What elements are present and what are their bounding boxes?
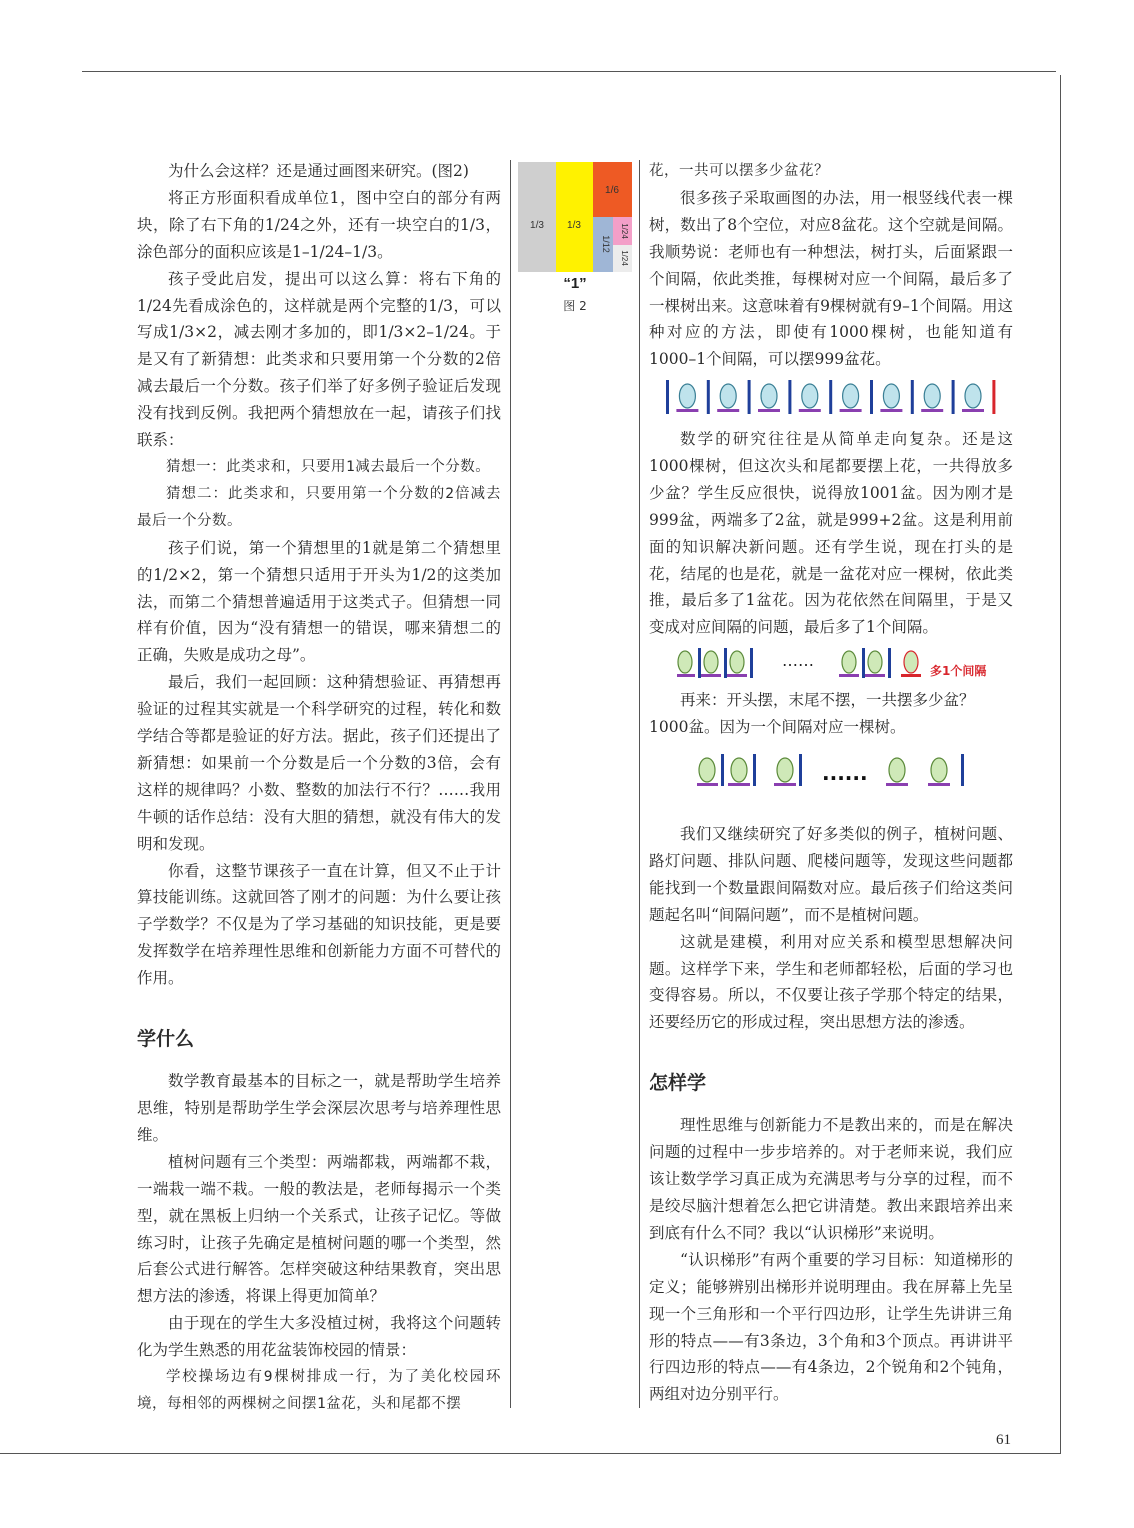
flower-pot bbox=[843, 384, 859, 408]
flower-base bbox=[799, 409, 821, 412]
flower-pot bbox=[678, 651, 692, 673]
page-number: 61 bbox=[996, 1432, 1011, 1448]
tree-line bbox=[952, 380, 955, 414]
flower-base bbox=[886, 783, 908, 786]
paragraph: 最后，我们一起回顾：这种猜想验证、再猜想再验证的过程其实就是一个科学研究的过程，转化和数学结合等都是验证的好方法。据此，孩子们还提出了新猜想：如果前一个分数是后一个分数的3倍，会有这样的规律吗？小数、整数的加法行不行？……我用牛顿的话作总结：没有大胆的猜想，就没有伟大的发明和发现。 bbox=[137, 673, 501, 853]
right-column-top bbox=[649, 158, 1013, 373]
flower-pot bbox=[777, 758, 793, 782]
paragraph: 我们又继续研究了好多类似的例子，植树问题、路灯问题、排队问题、爬楼问题等，发现这些问题都能找到一个数量跟间隔数对应。最后孩子们给这类问题起名叫“间隔问题”，而不是植树问题。 bbox=[649, 825, 1013, 924]
flower-base bbox=[697, 783, 718, 786]
tree-line bbox=[829, 380, 832, 414]
flower-pot bbox=[802, 384, 818, 408]
flower-base bbox=[701, 674, 721, 677]
paragraph: 数学的研究往往是从简单走向复杂。还是这1000棵树，但这次头和尾都要摆上花，一共得放多少盆？学生反应很快，说得放1001盆。因为刚才是999盆，两端多了2盆，就是999+2盆。这是利用前面的知识解决新问题。还有学生说，现在打头的是花，结尾的也是花，就是一盆花对应一棵树，依此类推，最后多了1盆花。因为花依然在间隔里，于是又变成对应间隔的问题，最后多了1个间隔。 bbox=[649, 430, 1013, 637]
tree-line bbox=[961, 754, 964, 786]
ellipsis: …… bbox=[782, 651, 814, 670]
paragraph: 将正方形面积看成单位1，图中空白的部分有两块，除了右下角的1/24之外，还有一块空白的1/3，涂色部分的面积应该是1–1/24–1/3。 bbox=[137, 188, 501, 261]
figure-2-square-diagram bbox=[518, 162, 632, 312]
paragraph: 1000盆。因为一个间隔对应一棵树。 bbox=[649, 717, 906, 736]
flower-base bbox=[758, 409, 780, 412]
cell-label: 1/3 bbox=[530, 220, 544, 231]
flower-pot bbox=[842, 651, 856, 673]
tree-flower-diagram-3 bbox=[697, 750, 987, 790]
paragraph: “认识梯形”有两个重要的学习目标：知道梯形的定义；能够辨别出梯形并说明理由。我在屏幕上先呈现一个三角形和一个平行四边形，让学生先讲讲三角形的特点——有3条边，3个角和3个顶点。再讲讲平行四边形的特点——有4条边，2个锐角和2个钝角，两组对边分别平行。 bbox=[649, 1250, 1013, 1404]
tree-line bbox=[788, 380, 791, 414]
ellipsis: ...... bbox=[822, 761, 868, 785]
cell-label: 1/6 bbox=[605, 185, 619, 196]
flower-base bbox=[774, 783, 796, 786]
flower-base bbox=[676, 409, 698, 412]
flower-pot bbox=[868, 651, 882, 673]
tree-flower-diagram-2 bbox=[677, 646, 1007, 682]
conjecture-one: 猜想一：此类求和，只要用1减去最后一个分数。 bbox=[166, 458, 491, 475]
cell-label: 1/24 bbox=[620, 250, 629, 266]
paragraph: 由于现在的学生大多没植过树，我将这个问题转化为学生熟悉的用花盆装饰校园的情景： bbox=[137, 1314, 501, 1360]
paragraph: 理性思维与创新能力不是教出来的，而是在解决问题的过程中一步步培养的。对于老师来说，我们应该让数学学习真正成为充满思考与分享的过程，而不是绞尽脑汁想着怎么把它讲清楚。教出来跟培养出来到底有什么不同？我以“认识梯形”来说明。 bbox=[649, 1116, 1013, 1242]
cell-1-3-gray bbox=[518, 162, 556, 272]
flower-base bbox=[928, 783, 950, 786]
conjecture-two: 猜想二：此类求和，只要用第一个分数的2倍减去最后一个分数。 bbox=[137, 485, 501, 529]
flower-pot bbox=[924, 384, 940, 408]
tree-line bbox=[911, 380, 914, 414]
tree-line bbox=[724, 648, 727, 678]
tree-line bbox=[707, 380, 710, 414]
tree-line bbox=[888, 648, 891, 678]
tree-line bbox=[992, 380, 995, 414]
cell-1-3-yellow bbox=[556, 162, 593, 272]
left-column bbox=[137, 158, 501, 1418]
flower-pot bbox=[699, 758, 715, 782]
right-frame-line bbox=[1060, 75, 1061, 1453]
problem-statement: 学校操场边有9棵树排成一行，为了美化校园环境，每相邻的两棵树之间摆1盆花，头和尾都不摆 bbox=[137, 1369, 501, 1412]
tree-line bbox=[862, 648, 865, 678]
paragraph: 很多孩子采取画图的办法，用一根竖线代表一棵树，数出了8个空位，对应8盆花。这个空就是间隔。我顺势说：老师也有一种想法，树打头，后面紧跟一个间隔，依此类推，每棵树对应一个间隔，最后多了一棵树出来。这意味着有9棵树就有9–1个间隔。用这种对应的方法，即使有1000棵树，也能知道有1000–1个间隔，可以摆999盆花。 bbox=[649, 188, 1013, 369]
paragraph: 为什么会这样？还是通过画图来研究。(图2) bbox=[168, 162, 469, 180]
tree-line bbox=[666, 380, 669, 414]
cell-label: 1/3 bbox=[567, 220, 581, 231]
cell-label: 1/12 bbox=[601, 235, 611, 253]
flower-pot bbox=[965, 384, 981, 408]
flower-pot bbox=[720, 384, 736, 408]
tree-line bbox=[698, 648, 701, 678]
extra-interval-note: 多1个间隔 bbox=[930, 664, 987, 678]
right-column-bottom bbox=[649, 821, 1013, 1408]
right-column-mid2 bbox=[649, 687, 1013, 741]
unit-label: “1” bbox=[563, 275, 587, 292]
tree-line bbox=[870, 380, 873, 414]
flower-base bbox=[865, 674, 885, 677]
flower-pot bbox=[904, 651, 918, 673]
problem-statement-cont: 花，一共可以摆多少盆花？ bbox=[649, 163, 829, 179]
section-heading-how: 怎样学 bbox=[649, 1072, 707, 1095]
flower-base bbox=[839, 674, 859, 677]
flower-pot bbox=[889, 758, 905, 782]
flower-base bbox=[921, 409, 943, 412]
tree-flower-diagram-1 bbox=[664, 378, 1004, 418]
flower-base bbox=[840, 409, 862, 412]
column-divider-left bbox=[510, 160, 511, 1408]
paragraph: 再来：开头摆，末尾不摆，一共摆多少盆？ bbox=[680, 691, 975, 709]
flower-pot bbox=[731, 758, 747, 782]
paragraph: 孩子受此启发，提出可以这么算：将右下角的1/24先看成涂色的，这样就是两个完整的1/3，可以写成1/3×2，减去刚才多加的，即1/3×2–1/24。于是又有了新猜想：此类求和只要用第一个分数的2倍减去最后一个分数。孩子们举了好多例子验证后发现没有找到反例。我把两个猜想放在一起，请孩子们找联系： bbox=[137, 269, 501, 450]
tree-line bbox=[753, 754, 756, 786]
cell-label: 1/24 bbox=[620, 223, 629, 239]
paragraph: 数学教育最基本的目标之一，就是帮助学生培养思维，特别是帮助学生学会深层次思考与培养理性思维。 bbox=[137, 1072, 501, 1144]
flower-base bbox=[880, 409, 902, 412]
section-heading-what: 学什么 bbox=[137, 1028, 195, 1051]
right-column-mid bbox=[649, 426, 1013, 641]
flower-pot bbox=[704, 651, 718, 673]
tree-line bbox=[750, 648, 753, 678]
tree-line bbox=[721, 754, 724, 786]
tree-line bbox=[799, 754, 802, 786]
paragraph: 你看，这整节课孩子一直在计算，但又不止于计算技能训练。这就回答了刚才的问题：为什么要让孩子学数学？不仅是为了学习基础的知识技能，更是要发挥数学在培养理性思维和创新能力方面不可替代的作用。 bbox=[137, 861, 501, 988]
flower-base bbox=[728, 783, 750, 786]
flower-pot bbox=[931, 758, 947, 782]
bottom-rule bbox=[0, 1453, 1061, 1454]
tree-line bbox=[748, 380, 751, 414]
figure-caption: 图 2 bbox=[563, 299, 587, 312]
flower-base bbox=[901, 674, 921, 677]
top-rule bbox=[82, 71, 1056, 72]
flower-base bbox=[962, 409, 984, 412]
flower-pot bbox=[761, 384, 777, 408]
paragraph: 这就是建模，利用对应关系和模型思想解决问题。这样学下来，学生和老师都轻松，后面的学习也变得容易。所以，不仅要让孩子学那个特定的结果，还要经历它的形成过程，突出思想方法的渗透。 bbox=[649, 932, 1013, 1032]
flower-base bbox=[677, 674, 695, 677]
paragraph: 植树问题有三个类型：两端都栽，两端都不栽，一端栽一端不栽。一般的教法是，老师每揭示一个类型，就在黑板上归纳一个关系式，让孩子记忆。等做练习时，让孩子先确定是植树问题的哪一个类型，然后套公式进行解答。怎样突破这种结果教育，突出思想方法的渗透，将课上得更加简单？ bbox=[137, 1152, 501, 1306]
flower-pot bbox=[679, 384, 695, 408]
paragraph: 孩子们说，第一个猜想里的1就是第二个猜想里的1/2×2，第一个猜想只适用于开头为1/2的这类加法，而第二个猜想普遍适用于这类式子。但猜想一同样有价值，因为“没有猜想一的错误，哪来猜想二的正确，失败是成功之母”。 bbox=[137, 538, 501, 665]
flower-base bbox=[727, 674, 747, 677]
flower-pot bbox=[730, 651, 744, 673]
column-divider-right bbox=[639, 160, 640, 1408]
flower-pot bbox=[883, 384, 899, 408]
flower-base bbox=[717, 409, 739, 412]
